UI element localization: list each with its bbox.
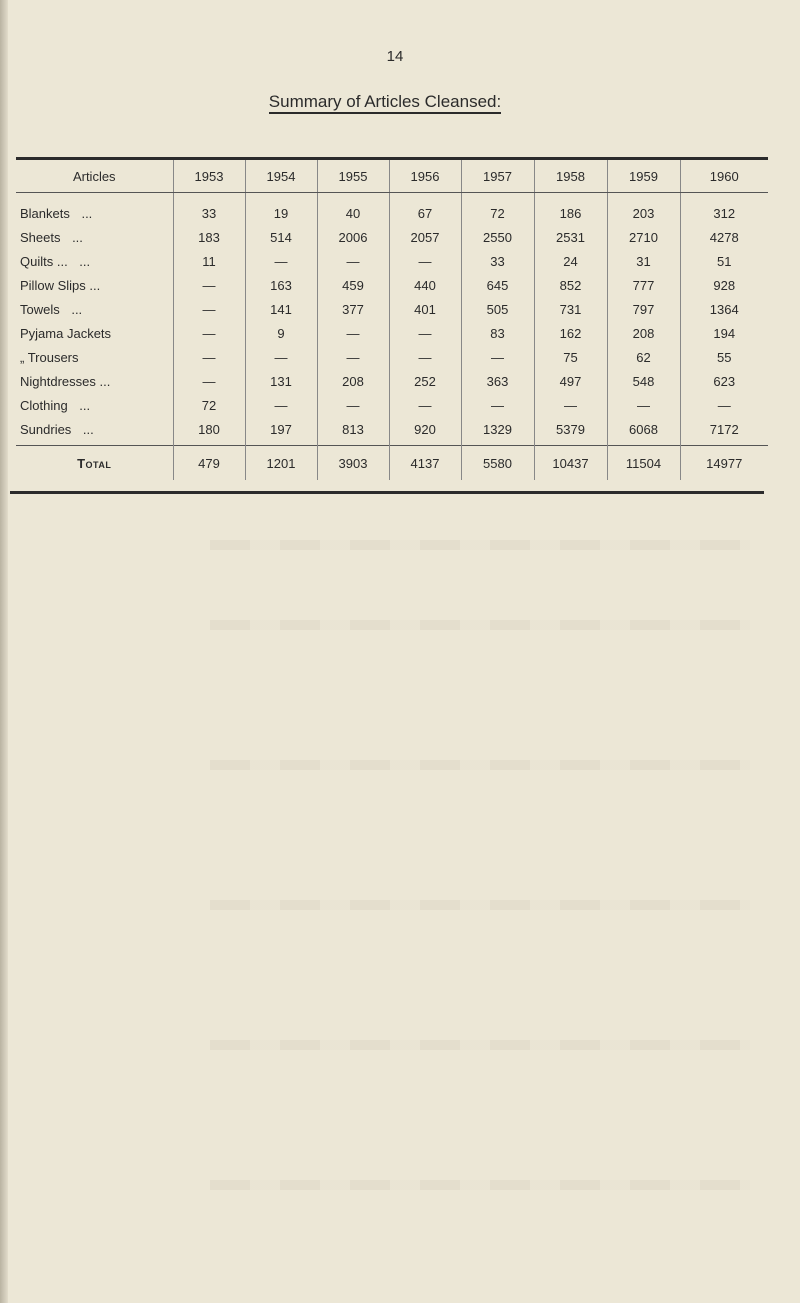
cell: — bbox=[607, 393, 680, 417]
total-cell: 10437 bbox=[534, 446, 607, 481]
row-label-text: Nightdresses ... bbox=[20, 373, 111, 389]
total-label-text: Total bbox=[77, 455, 112, 471]
cell: 55 bbox=[680, 345, 768, 369]
show-through-texture bbox=[210, 760, 750, 770]
row-label-text: Towels bbox=[20, 301, 60, 317]
cell: 1364 bbox=[680, 297, 768, 321]
cell: 208 bbox=[607, 321, 680, 345]
table-row bbox=[16, 321, 768, 345]
cell: 4278 bbox=[680, 225, 768, 249]
row-label-text: Clothing bbox=[20, 397, 68, 413]
cell: 813 bbox=[317, 417, 389, 446]
table-row bbox=[16, 273, 768, 297]
header-1953: 1953 bbox=[173, 160, 245, 193]
cell: 497 bbox=[534, 369, 607, 393]
cell: 928 bbox=[680, 273, 768, 297]
cell: — bbox=[680, 393, 768, 417]
table-row bbox=[16, 345, 768, 369]
cell: 623 bbox=[680, 369, 768, 393]
cell: — bbox=[389, 321, 461, 345]
total-cell: 1201 bbox=[245, 446, 317, 481]
cell: — bbox=[461, 393, 534, 417]
cell: — bbox=[317, 321, 389, 345]
cell: 731 bbox=[534, 297, 607, 321]
cell: 920 bbox=[389, 417, 461, 446]
row-label bbox=[16, 417, 173, 446]
page-number: 14 bbox=[386, 48, 404, 65]
row-label bbox=[16, 345, 173, 369]
cell: — bbox=[245, 393, 317, 417]
table-row bbox=[16, 417, 768, 446]
table-header-row bbox=[16, 160, 768, 193]
header-1956: 1956 bbox=[389, 160, 461, 193]
total-cell: 11504 bbox=[607, 446, 680, 481]
row-label-text: Sundries bbox=[20, 421, 72, 437]
cell: 183 bbox=[173, 225, 245, 249]
total-cell: 5580 bbox=[461, 446, 534, 481]
cell: 72 bbox=[173, 393, 245, 417]
cell: 645 bbox=[461, 273, 534, 297]
cell: 83 bbox=[461, 321, 534, 345]
show-through-texture bbox=[210, 620, 750, 630]
row-label-text: Blankets bbox=[20, 205, 70, 221]
show-through-texture bbox=[210, 1040, 750, 1050]
row-label bbox=[16, 273, 173, 297]
cell: 312 bbox=[680, 193, 768, 226]
cell: 5379 bbox=[534, 417, 607, 446]
page-edge bbox=[0, 0, 8, 1303]
total-label bbox=[16, 446, 173, 481]
cell: 2057 bbox=[389, 225, 461, 249]
row-label bbox=[16, 193, 173, 226]
leader-dots: ... bbox=[79, 397, 91, 413]
table-row bbox=[16, 225, 768, 249]
header-1957: 1957 bbox=[461, 160, 534, 193]
cell: 505 bbox=[461, 297, 534, 321]
table-row bbox=[16, 369, 768, 393]
cell: 194 bbox=[680, 321, 768, 345]
leader-dots: ... bbox=[71, 301, 83, 317]
leader-dots: ... bbox=[82, 421, 94, 437]
cell: 19 bbox=[245, 193, 317, 226]
cell: 440 bbox=[389, 273, 461, 297]
cell: 180 bbox=[173, 417, 245, 446]
table-bottom-rule bbox=[10, 491, 764, 494]
table-row bbox=[16, 393, 768, 417]
cell: — bbox=[317, 249, 389, 273]
cell: — bbox=[389, 393, 461, 417]
cell: 2710 bbox=[607, 225, 680, 249]
cell: 9 bbox=[245, 321, 317, 345]
header-1959: 1959 bbox=[607, 160, 680, 193]
cell: — bbox=[389, 345, 461, 369]
cell: 33 bbox=[461, 249, 534, 273]
cell: 6068 bbox=[607, 417, 680, 446]
cell: 141 bbox=[245, 297, 317, 321]
cell: 797 bbox=[607, 297, 680, 321]
leader-dots: ... bbox=[81, 205, 93, 221]
row-label-text: Pyjama Jackets bbox=[20, 325, 112, 341]
cell: 197 bbox=[245, 417, 317, 446]
cell: 363 bbox=[461, 369, 534, 393]
title-text: Summary of Articles Cleansed: bbox=[269, 92, 501, 114]
cell: — bbox=[534, 393, 607, 417]
row-label-text: Sheets bbox=[20, 229, 61, 245]
total-cell: 4137 bbox=[389, 446, 461, 481]
page-title bbox=[0, 92, 770, 112]
header-1958: 1958 bbox=[534, 160, 607, 193]
row-label bbox=[16, 249, 173, 273]
cell: 186 bbox=[534, 193, 607, 226]
cell: 401 bbox=[389, 297, 461, 321]
leader-dots: ... bbox=[72, 229, 83, 245]
cell: 11 bbox=[173, 249, 245, 273]
table-row bbox=[16, 193, 768, 226]
cell: 852 bbox=[534, 273, 607, 297]
cell: 2006 bbox=[317, 225, 389, 249]
cell: 777 bbox=[607, 273, 680, 297]
cell: 75 bbox=[534, 345, 607, 369]
cell: 203 bbox=[607, 193, 680, 226]
header-articles: Articles bbox=[16, 160, 173, 193]
cell: 7172 bbox=[680, 417, 768, 446]
row-label bbox=[16, 297, 173, 321]
total-cell: 14977 bbox=[680, 446, 768, 481]
cell: 548 bbox=[607, 369, 680, 393]
leader-dots: ... bbox=[79, 253, 91, 269]
cell: 62 bbox=[607, 345, 680, 369]
cell: — bbox=[173, 345, 245, 369]
cell: 514 bbox=[245, 225, 317, 249]
row-label-text: Pillow Slips ... bbox=[20, 277, 101, 293]
show-through-texture bbox=[210, 540, 750, 550]
cell: 67 bbox=[389, 193, 461, 226]
cell: 72 bbox=[461, 193, 534, 226]
cell: — bbox=[173, 321, 245, 345]
cell: 2550 bbox=[461, 225, 534, 249]
row-label bbox=[16, 225, 173, 249]
articles-cleansed-table bbox=[16, 160, 768, 480]
cell: 24 bbox=[534, 249, 607, 273]
total-row bbox=[16, 446, 768, 481]
cell: — bbox=[317, 345, 389, 369]
cell: 459 bbox=[317, 273, 389, 297]
row-label bbox=[16, 393, 173, 417]
table-row bbox=[16, 297, 768, 321]
cell: 2531 bbox=[534, 225, 607, 249]
cell: 31 bbox=[607, 249, 680, 273]
row-label bbox=[16, 369, 173, 393]
show-through-texture bbox=[210, 900, 750, 910]
row-label bbox=[16, 321, 173, 345]
cell: 252 bbox=[389, 369, 461, 393]
header-1960: 1960 bbox=[680, 160, 768, 193]
cell: 131 bbox=[245, 369, 317, 393]
cell: — bbox=[245, 249, 317, 273]
cell: 33 bbox=[173, 193, 245, 226]
cell: 377 bbox=[317, 297, 389, 321]
header-1955: 1955 bbox=[317, 160, 389, 193]
cell: 163 bbox=[245, 273, 317, 297]
header-1954: 1954 bbox=[245, 160, 317, 193]
cell: 162 bbox=[534, 321, 607, 345]
cell: — bbox=[389, 249, 461, 273]
total-cell: 479 bbox=[173, 446, 245, 481]
cell: — bbox=[173, 369, 245, 393]
table-row bbox=[16, 249, 768, 273]
cell: 40 bbox=[317, 193, 389, 226]
cell: 1329 bbox=[461, 417, 534, 446]
show-through-texture bbox=[210, 1180, 750, 1190]
row-label-text: „ Trousers bbox=[20, 349, 79, 365]
cell: — bbox=[173, 297, 245, 321]
cell: — bbox=[245, 345, 317, 369]
cell: 208 bbox=[317, 369, 389, 393]
cell: 51 bbox=[680, 249, 768, 273]
cell: — bbox=[317, 393, 389, 417]
cell: — bbox=[173, 273, 245, 297]
total-cell: 3903 bbox=[317, 446, 389, 481]
cell: — bbox=[461, 345, 534, 369]
row-label-text: Quilts ... bbox=[20, 253, 68, 269]
